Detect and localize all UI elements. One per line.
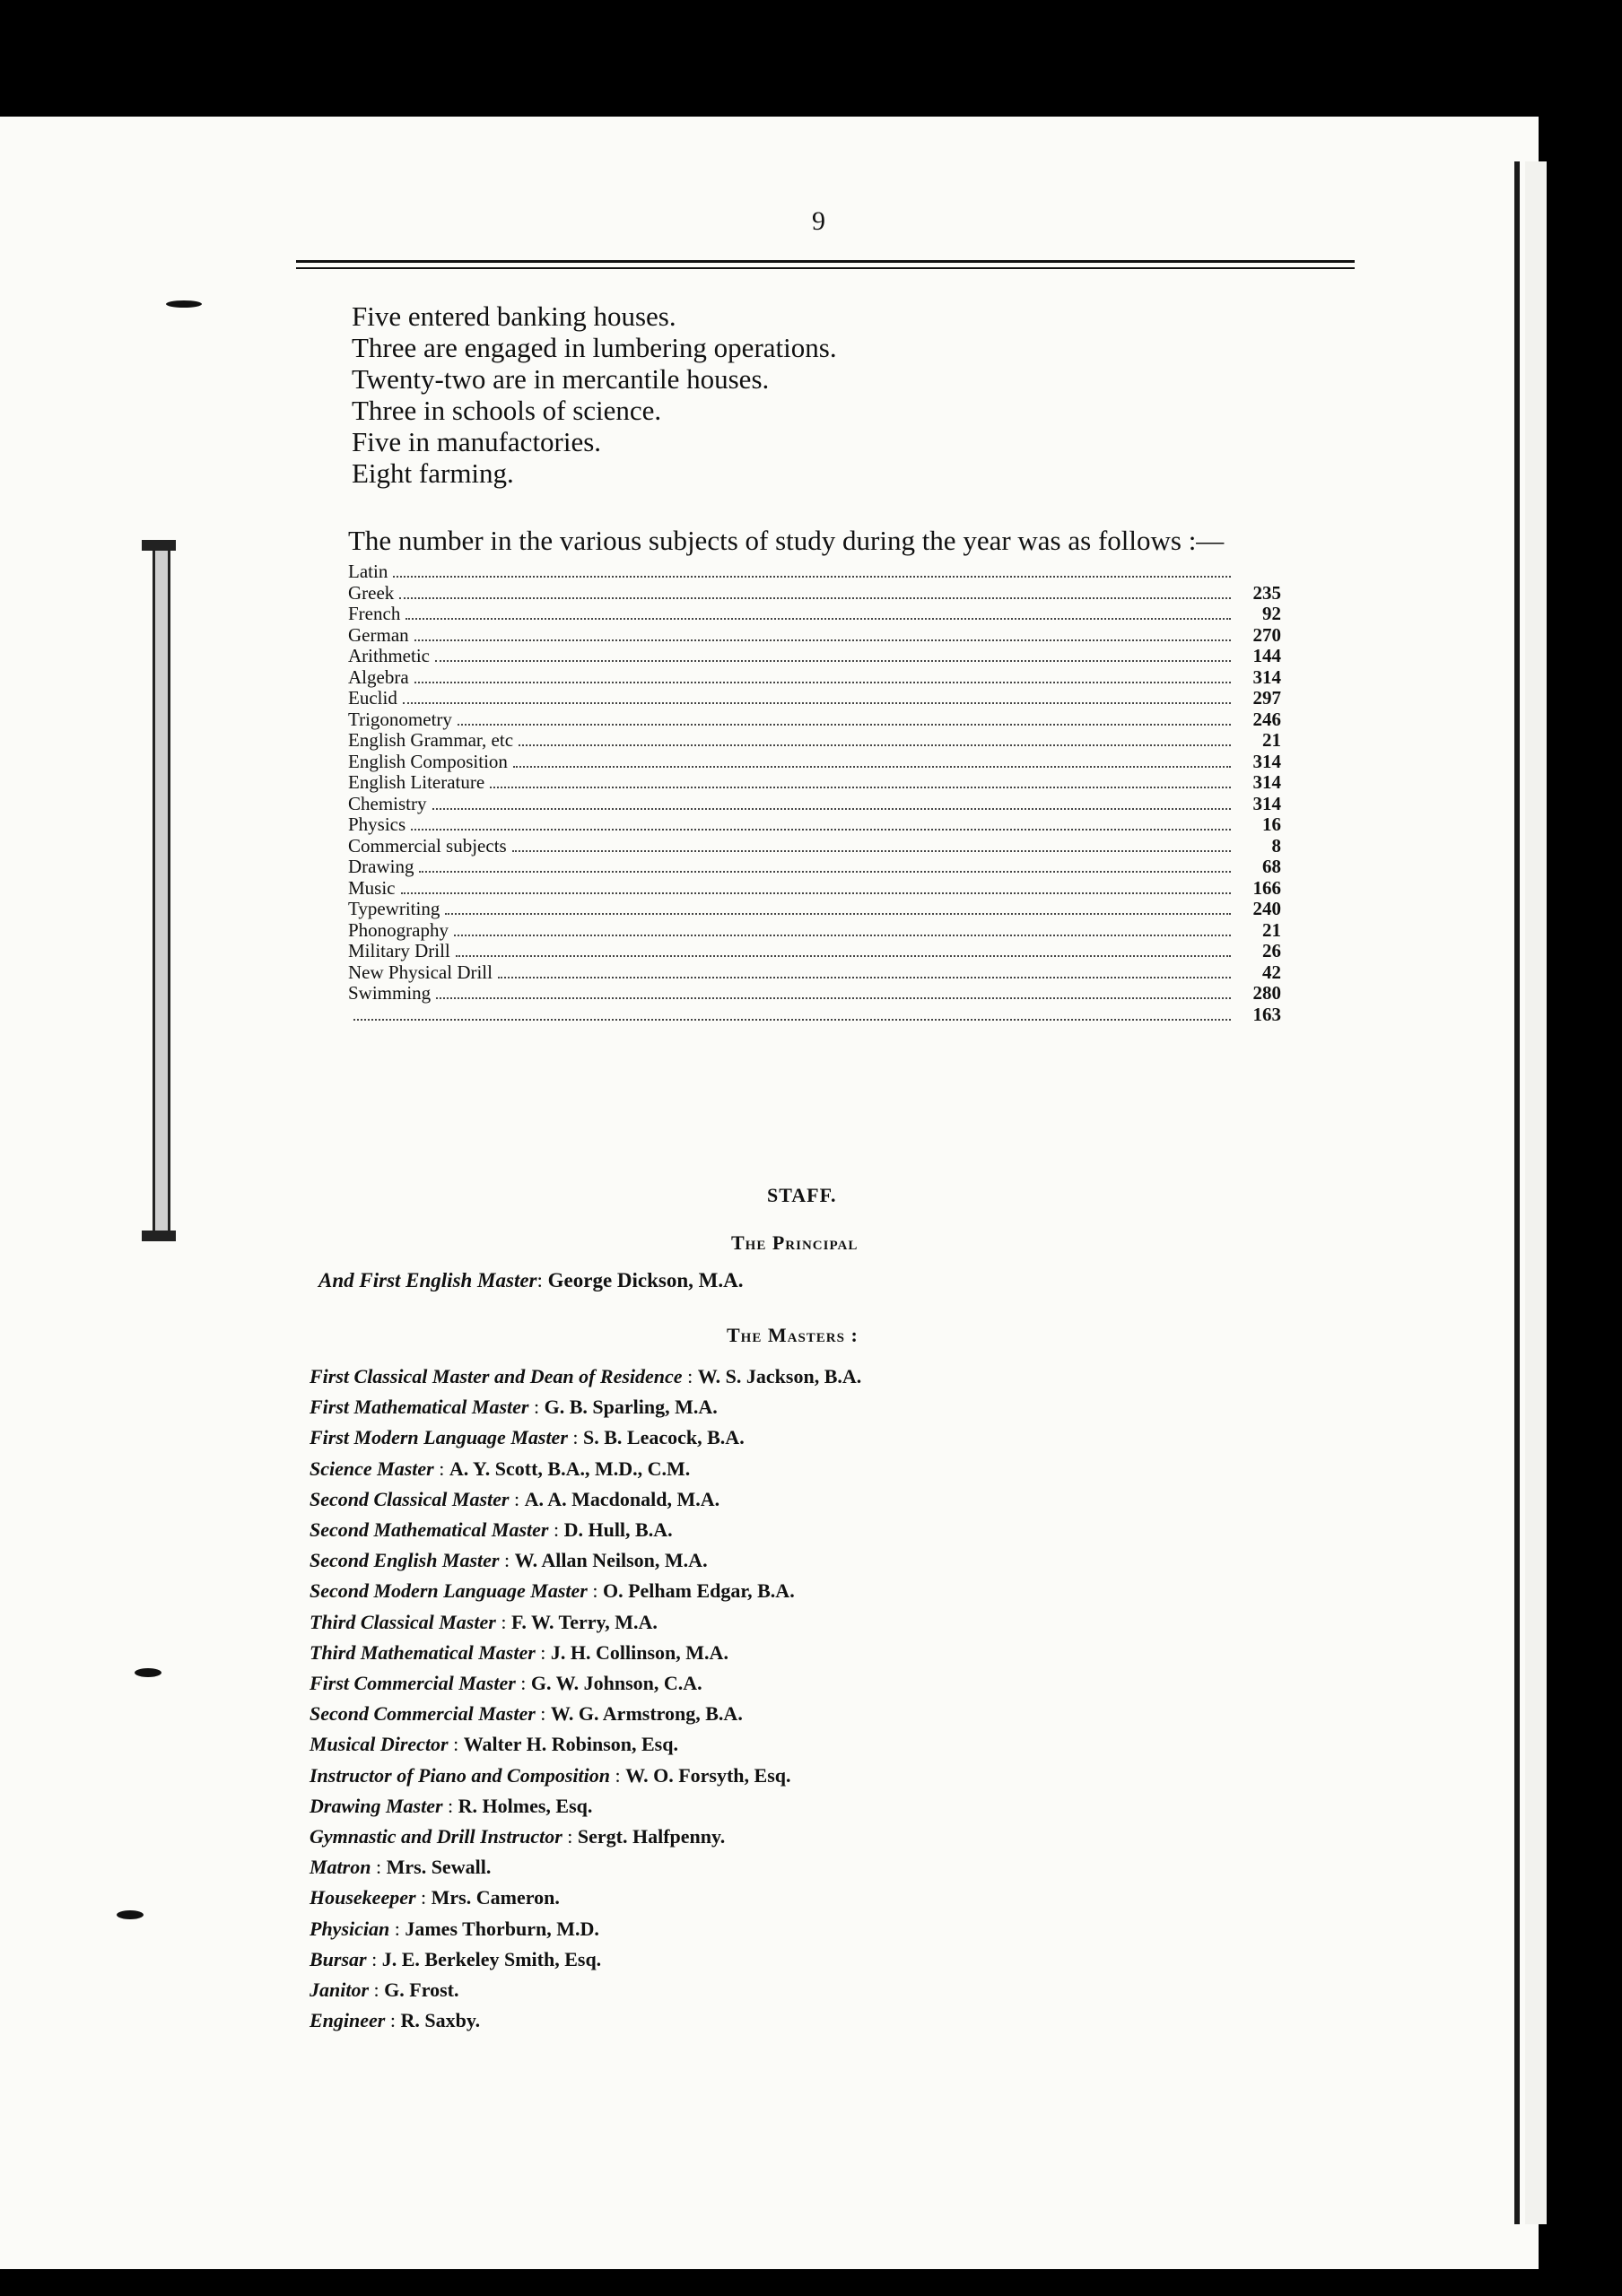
staff-entry: Housekeeper : Mrs. Cameron. (310, 1886, 560, 1909)
staff-name: Mrs. Cameron. (431, 1886, 560, 1909)
subject-count: 68 (1262, 856, 1281, 877)
staff-heading: STAFF. (767, 1184, 837, 1206)
dot-leader (353, 1019, 1231, 1021)
staff-entry: Matron : Mrs. Sewall. (310, 1856, 492, 1879)
scan-mark (135, 1668, 161, 1677)
staff-role: Science Master (310, 1457, 434, 1480)
page-number: 9 (812, 206, 825, 236)
subject-name: Music (348, 876, 396, 899)
subject-name: Algebra (348, 665, 409, 688)
subject-row (348, 561, 1281, 583)
principal-entry: And First English Master: George Dickson, M.A. (318, 1269, 744, 1292)
staff-role: First Mathematical Master (310, 1396, 529, 1419)
subject-name: Arithmetic (348, 645, 430, 666)
subject-row (348, 920, 1281, 942)
staff-entry: First Mathematical Master : G. B. Sparling, M.A. (310, 1396, 718, 1419)
subject-row (348, 752, 1281, 773)
staff-name: A. Y. Scott, B.A., M.D., C.M. (449, 1457, 691, 1480)
staff-name: A. A. Macdonald, M.A. (524, 1487, 720, 1510)
dot-leader (512, 850, 1231, 852)
staff-role: Engineer (310, 2009, 386, 2032)
staff-role: Second English Master (310, 1549, 500, 1572)
staff-entry: Second Classical Master : A. A. Macdonald, M.A. (310, 1487, 720, 1510)
subject-name: English Literature (348, 771, 485, 793)
subject-count: 166 (1252, 876, 1281, 899)
staff-entry: Gymnastic and Drill Instructor : Sergt. Halfpenny. (310, 1825, 726, 1848)
career-list (352, 300, 837, 489)
subject-name: Phonography (348, 918, 449, 941)
staff-entry: First Classical Master and Dean of Residence : W. S. Jackson, B.A. (310, 1365, 862, 1387)
staff-entry: Third Classical Master : F. W. Terry, M.A. (310, 1610, 658, 1633)
subject-count: 92 (1262, 603, 1281, 624)
staff-name: W. O. Forsyth, Esq. (625, 1763, 791, 1787)
staff-entry: First Modern Language Master : S. B. Leacock, B.A. (310, 1426, 745, 1449)
subject-row (348, 772, 1281, 794)
staff-role: Musical Director (310, 1733, 449, 1756)
staff-role: Second Modern Language Master (310, 1579, 588, 1603)
staff-role: Second Commercial Master (310, 1702, 536, 1726)
principal-heading: The Principal (731, 1231, 859, 1254)
career-line: Eight farming. (352, 457, 514, 489)
subjects-table (348, 561, 1281, 1025)
staff-role: Physician (310, 1917, 390, 1940)
staff-entry: Engineer : R. Saxby. (310, 2009, 481, 2032)
staff-name: James Thorburn, M.D. (405, 1917, 599, 1940)
dot-leader (435, 660, 1231, 662)
dot-leader (454, 935, 1231, 936)
staff-role: Third Classical Master (310, 1610, 496, 1633)
staff-list (310, 1361, 861, 2036)
header-rule-thin (296, 267, 1355, 269)
subject-name: Military Drill (348, 940, 450, 961)
subject-row (348, 836, 1281, 857)
staff-name: G. W. Johnson, C.A. (530, 1672, 702, 1695)
subject-row (348, 857, 1281, 878)
dot-leader (406, 618, 1231, 620)
dot-leader (403, 702, 1231, 704)
staff-name: O. Pelham Edgar, B.A. (602, 1579, 795, 1603)
subject-row (348, 604, 1281, 625)
header-rule (296, 260, 1355, 263)
subject-row (348, 878, 1281, 900)
subject-name: English Grammar, etc (348, 729, 514, 751)
dot-leader (498, 977, 1231, 978)
subject-name: Trigonometry (348, 708, 452, 730)
dot-leader (419, 871, 1231, 873)
subject-name: English Composition (348, 750, 508, 772)
staff-role: Housekeeper (310, 1886, 416, 1909)
dot-leader (401, 892, 1232, 894)
career-line: Five in manufactories. (352, 426, 602, 457)
staff-name: G. Frost. (384, 1979, 459, 2002)
subject-name: Swimming (348, 982, 432, 1004)
dot-leader (414, 639, 1231, 641)
subject-count: 270 (1252, 623, 1281, 646)
subject-row (348, 814, 1281, 836)
subject-count: 314 (1252, 750, 1281, 772)
adjacent-page-edge (1525, 161, 1547, 2224)
staff-name: W. S. Jackson, B.A. (697, 1365, 862, 1387)
subject-name: Euclid (348, 687, 397, 709)
subject-name: Typewriting (348, 898, 440, 919)
scan-mark (166, 300, 202, 308)
subject-count: 163 (1252, 1003, 1281, 1025)
subject-name: Physics (348, 813, 406, 835)
career-line: Five entered banking houses. (352, 300, 676, 332)
staff-entry: Bursar : J. E. Berkeley Smith, Esq. (310, 1947, 602, 1970)
subject-name: Commercial subjects (348, 834, 507, 857)
dot-leader (513, 766, 1231, 768)
subject-row (348, 794, 1281, 815)
dot-leader (432, 808, 1232, 810)
subject-name: Chemistry (348, 792, 427, 814)
subject-count: 246 (1252, 708, 1281, 730)
subject-count: 8 (1271, 834, 1281, 857)
subject-count: 235 (1252, 581, 1281, 604)
subject-row (348, 730, 1281, 752)
dot-leader (411, 829, 1231, 831)
subject-row (348, 625, 1281, 647)
subject-row (348, 941, 1281, 962)
staff-role: Gymnastic and Drill Instructor (310, 1825, 562, 1848)
staff-role: First Modern Language Master (310, 1426, 568, 1449)
staff-name: D. Hull, B.A. (563, 1518, 673, 1542)
staff-name: W. G. Armstrong, B.A. (550, 1702, 743, 1726)
binding-cap-top (142, 540, 176, 551)
subject-count: 280 (1252, 982, 1281, 1004)
subject-count: 144 (1252, 645, 1281, 666)
staff-entry: Instructor of Piano and Composition : W. O. Forsyth, Esq. (310, 1763, 791, 1787)
staff-role: Second Classical Master (310, 1487, 510, 1510)
career-line: Twenty-two are in mercantile houses. (352, 363, 770, 395)
subject-count: 314 (1252, 771, 1281, 793)
staff-role: Instructor of Piano and Composition (310, 1763, 610, 1787)
subject-count: 240 (1252, 898, 1281, 919)
subjects-intro: The number in the various subjects of study during the year was as follows :— (348, 525, 1225, 556)
staff-name: J. E. Berkeley Smith, Esq. (381, 1947, 602, 1970)
principal-name: George Dickson, M.A. (547, 1269, 744, 1292)
staff-name: G. B. Sparling, M.A. (544, 1396, 718, 1419)
page-fold-edge (1514, 161, 1520, 2224)
staff-entry: First Commercial Master : G. W. Johnson, C.A. (310, 1672, 702, 1695)
staff-role: Third Mathematical Master (310, 1640, 536, 1664)
subject-row (348, 983, 1281, 1004)
staff-name: Walter H. Robinson, Esq. (463, 1733, 678, 1756)
staff-role: First Classical Master and Dean of Residence (310, 1365, 683, 1387)
staff-entry: Third Mathematical Master : J. H. Collinson, M.A. (310, 1640, 728, 1664)
staff-name: R. Holmes, Esq. (458, 1794, 593, 1817)
staff-name: S. B. Leacock, B.A. (583, 1426, 745, 1449)
subject-count: 314 (1252, 665, 1281, 688)
dot-leader (414, 682, 1231, 683)
dot-leader (519, 744, 1231, 746)
binding-strip (153, 547, 170, 1238)
subject-row (348, 709, 1281, 731)
subject-row (348, 962, 1281, 984)
staff-name: F. W. Terry, M.A. (510, 1610, 658, 1633)
staff-entry: Physician : James Thorburn, M.D. (310, 1917, 599, 1940)
staff-entry: Drawing Master : R. Holmes, Esq. (310, 1794, 593, 1817)
staff-role: Second Mathematical Master (310, 1518, 549, 1542)
staff-role: Janitor (310, 1979, 370, 2002)
document-page (0, 117, 1539, 2269)
career-line: Three are engaged in lumbering operations. (352, 332, 837, 363)
subject-count: 42 (1262, 961, 1281, 983)
masters-heading: The Masters : (727, 1324, 859, 1346)
subject-row (348, 899, 1281, 920)
staff-role: First Commercial Master (310, 1672, 516, 1695)
staff-entry: Musical Director : Walter H. Robinson, Esq. (310, 1733, 678, 1756)
principal-role: And First English Master (318, 1269, 537, 1292)
staff-name: W. Allan Neilson, M.A. (514, 1549, 708, 1572)
staff-name: R. Saxby. (400, 2009, 481, 2032)
subject-count: 21 (1262, 729, 1281, 751)
career-line: Three in schools of science. (352, 395, 662, 426)
subject-row (348, 667, 1281, 689)
staff-entry: Second Mathematical Master : D. Hull, B.A. (310, 1518, 673, 1542)
subject-name: Drawing (348, 856, 414, 877)
dot-leader (490, 787, 1231, 788)
subject-count: 16 (1262, 813, 1281, 835)
subject-row (348, 688, 1281, 709)
staff-role: Matron (310, 1856, 371, 1879)
subject-name: German (348, 623, 409, 646)
staff-entry: Second Commercial Master : W. G. Armstrong, B.A. (310, 1702, 743, 1726)
subject-count: 26 (1262, 940, 1281, 961)
subject-count: 314 (1252, 792, 1281, 814)
binding-cap-bottom (142, 1231, 176, 1241)
staff-role: Drawing Master (310, 1794, 443, 1817)
subject-name: Latin (348, 561, 388, 582)
dot-leader (399, 597, 1231, 599)
staff-name: Sergt. Halfpenny. (577, 1825, 726, 1848)
staff-name: Mrs. Sewall. (386, 1856, 492, 1879)
subject-name: French (348, 603, 401, 624)
subject-row (348, 1004, 1281, 1026)
dot-leader (393, 576, 1231, 578)
subject-row (348, 583, 1281, 604)
staff-entry: Janitor : G. Frost. (310, 1979, 459, 2002)
subject-name: Greek (348, 581, 395, 604)
dot-leader (458, 724, 1231, 726)
subject-count: 21 (1262, 918, 1281, 941)
dot-leader (436, 997, 1231, 999)
scan-mark (117, 1910, 144, 1919)
subject-row (348, 646, 1281, 667)
subject-name: New Physical Drill (348, 961, 493, 983)
dot-leader (456, 955, 1231, 957)
staff-role: Bursar (310, 1947, 367, 1970)
staff-entry: Science Master : A. Y. Scott, B.A., M.D., C.M. (310, 1457, 691, 1480)
staff-entry: Second English Master : W. Allan Neilson, M.A. (310, 1549, 708, 1572)
subject-count: 297 (1252, 687, 1281, 709)
staff-entry: Second Modern Language Master : O. Pelham Edgar, B.A. (310, 1579, 795, 1603)
dot-leader (445, 913, 1231, 915)
staff-name: J. H. Collinson, M.A. (550, 1640, 728, 1664)
